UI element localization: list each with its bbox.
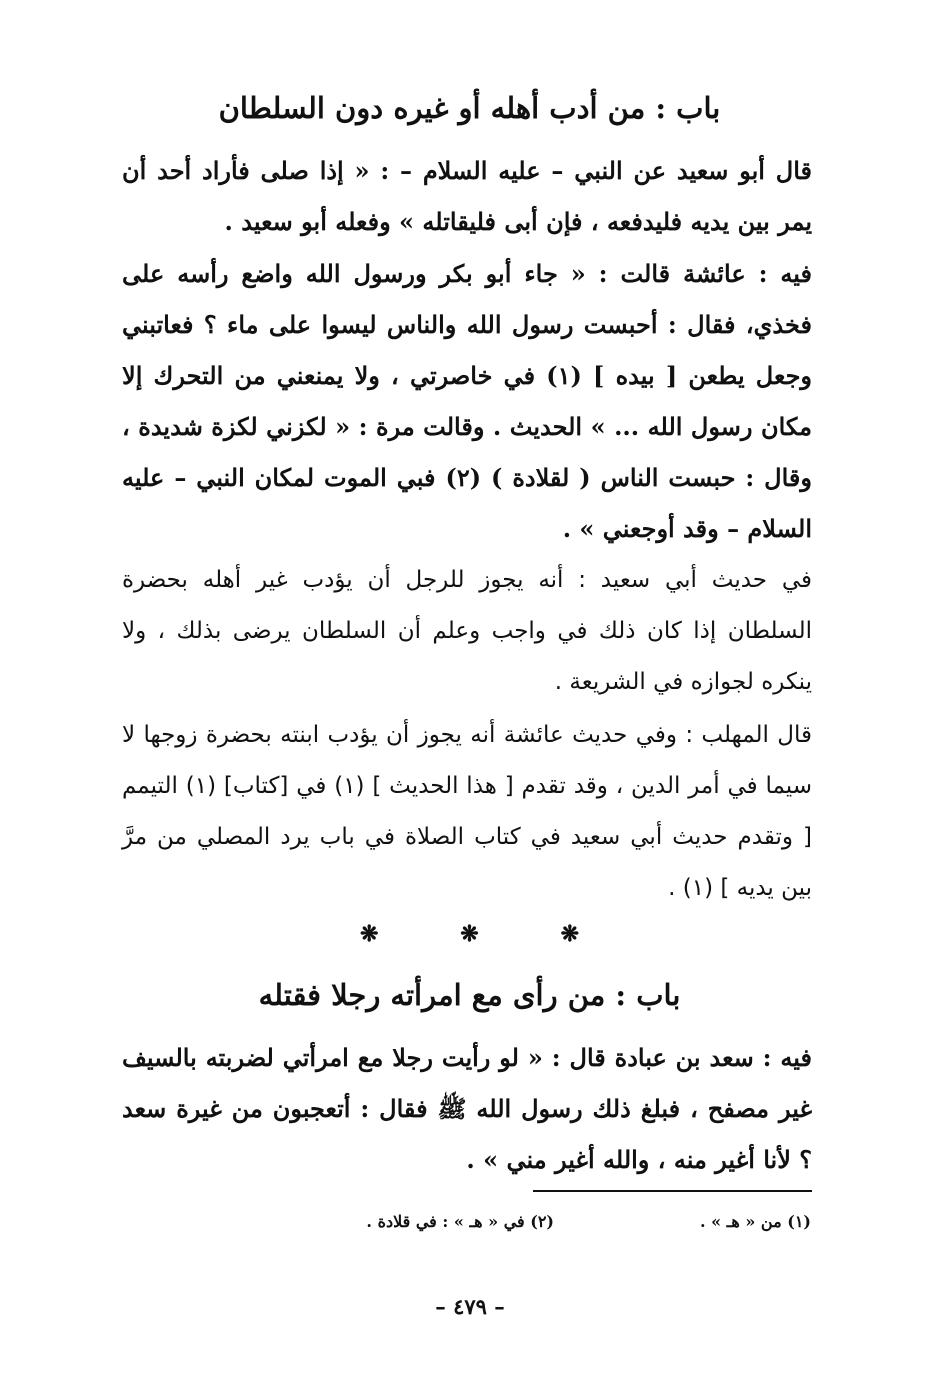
narration-paragraph: قال أبو سعيد عن النبي – عليه السلام – : « إذا صلى فأراد أحد أن يمر بين يديه فليدفعه ، فإن أبى فليقاتله » وفعله أبو سعيد . bbox=[122, 156, 812, 236]
separator-star: ❋ bbox=[560, 921, 579, 947]
hadith-paragraph-saad: فيه : سعد بن عبادة قال : « لو رأيت رجلا مع امرأتي لضربته بالسيف غير مصفح ، فبلغ ذلك رسول الله ﷺ فقال : أتعجبون من غيرة سعد ؟ لأنا أغير منه ، والله أغير مني » . bbox=[122, 1043, 812, 1174]
commentary-paragraph-muhallab: قال المهلب : وفي حديث عائشة أنه يجوز أن يؤدب ابنته بحضرة زوجها لا سيما في أمر الدين ، وقد تقدم [ هذا الحديث ] (١) في [كتاب] (١) التيمم [ وتقدم حديث أبي سعيد في كتاب الصلاة في باب يرد المصلي من مرَّ بين يديه ] (١) . bbox=[122, 722, 812, 901]
footnote-1: (١) من « هـ » . bbox=[699, 1212, 811, 1231]
hadith-paragraph: فيه : عائشة قالت : « جاء أبو بكر ورسول الله واضع رأسه على فخذي، فقال : أحبست رسول الله والناس ليسوا على ماء ؟ فعاتبني وجعل يطعن [ بيده ] (١) في خاصرتي ، ولا يمنعني من التحرك إلا مكان رسول الله ... » الحديث . وقالت مرة : « لكزني لكزة شديدة ، وقال : حبست الناس ( لقلادة ) (٢) فبي الموت لمكان النبي – عليه السلام – وقد أوجعني » . bbox=[122, 259, 812, 543]
commentary-paragraph: في حديث أبي سعيد : أنه يجوز للرجل أن يؤدب غير أهله بحضرة السلطان إذا كان ذلك في واجب وعلم أن السلطان يرضى بذلك ، ولا ينكره لجوازه في الشريعة . bbox=[122, 567, 812, 695]
footnote-2: (٢) في « هـ » : في قلادة . bbox=[366, 1212, 554, 1231]
separator-star: ❋ bbox=[460, 921, 479, 947]
separator-star: ❋ bbox=[360, 921, 379, 947]
chapter-title: باب : من أدب أهله أو غيره دون السلطان bbox=[218, 91, 721, 125]
chapter-title-2: باب : من رأى مع امرأته رجلا فقتله bbox=[258, 978, 681, 1012]
section-separator bbox=[360, 920, 579, 948]
page-number: – ٤٧٩ – bbox=[435, 1294, 505, 1319]
footnote-divider bbox=[533, 1190, 812, 1192]
